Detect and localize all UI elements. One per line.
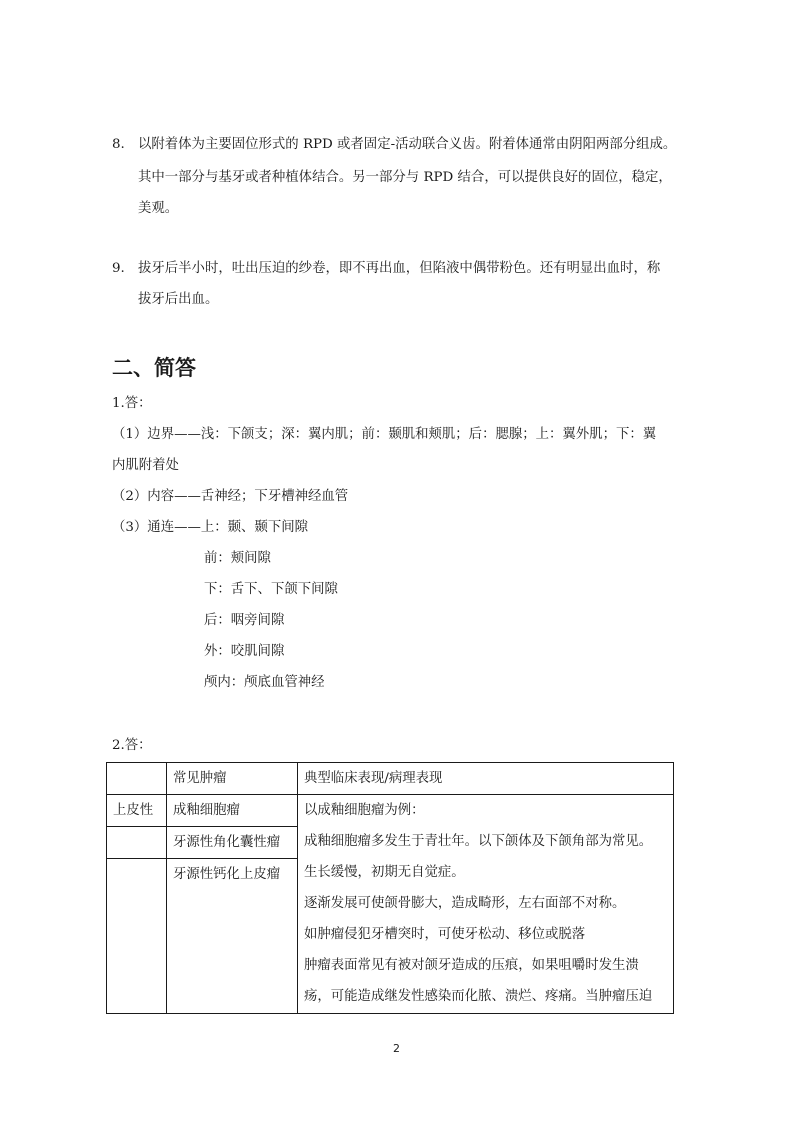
table-header-cell: 常见肿瘤	[167, 763, 298, 795]
page-number: 2	[393, 1042, 400, 1055]
table-header-cell: 典型临床表现/病理表现	[298, 763, 674, 795]
description-line: 疡，可能造成继发性感染而化脓、溃烂、疼痛。当肿瘤压迫	[304, 989, 653, 1004]
table-cell-tumor: 牙源性角化囊性瘤	[167, 827, 298, 859]
description-line: 成釉细胞瘤多发生于青壮年。以下颌体及下颌角部为常见。	[304, 834, 653, 849]
description-line: 肿瘤表面常见有被对颌牙造成的压痕，如果咀嚼时发生溃	[304, 958, 639, 973]
table-cell-tumor: 成釉细胞瘤	[167, 795, 298, 827]
description-line: 如肿瘤侵犯牙槽突时，可使牙松动、移位或脱落	[304, 927, 586, 942]
answer-1-connection-sub: 外：咬肌间隙	[204, 644, 285, 659]
answer-1-connection-sub: 后：咽旁间隙	[204, 613, 285, 628]
item-number: 8.	[112, 137, 125, 152]
table-cell-category	[107, 859, 167, 1014]
answer-1-connection-sub: 下：舌下、下颌下间隙	[204, 582, 338, 597]
item-text-line: 以附着体为主要固位形式的 RPD 或者固定-活动联合义齿。附着体通常由阴阳两部分组成。	[138, 137, 677, 152]
table-cell-category: 上皮性	[107, 795, 167, 827]
answer-1-contents: （2）内容——舌神经；下牙槽神经血管	[112, 489, 349, 504]
item-text-line: 拔牙后出血。	[138, 292, 219, 307]
table-header-row	[107, 763, 674, 795]
answer-1-connection-sub: 颅内：颅底血管神经	[204, 675, 325, 690]
table-cell-description	[298, 795, 674, 1014]
answer-1-connection-sub: 前：颊间隙	[204, 551, 271, 566]
table-cell-tumor: 牙源性钙化上皮瘤	[167, 859, 298, 1014]
description-line: 生长缓慢，初期无自觉症。	[304, 865, 465, 880]
table-header-cell	[107, 763, 167, 795]
answer-1-connections: （3）通连——上：颞、颞下间隙	[112, 520, 308, 535]
item-text-line: 其中一部分与基牙或者种植体结合。另一部分与 RPD 结合，可以提供良好的固位，稳定，	[138, 170, 672, 185]
section-heading: 二、简答	[112, 356, 196, 380]
description-line: 逐渐发展可使颌骨膨大，造成畸形，左右面部不对称。	[304, 896, 626, 911]
item-number: 9.	[112, 261, 125, 276]
item-text-line: 美观。	[138, 201, 179, 216]
answer-1-label: 1.答：	[112, 396, 152, 411]
answer-1-boundary-line1: （1）边界——浅：下颌支；深：翼内肌；前：颞肌和颊肌；后：腮腺；上：翼外肌；下：翼	[112, 427, 657, 442]
description-line: 以成釉细胞瘤为例：	[304, 803, 425, 818]
table-row	[107, 795, 674, 827]
item-text-line: 拔牙后半小时，吐出压迫的纱卷，即不再出血，但陷液中偶带粉色。还有明显出血时，称	[138, 261, 661, 276]
tumor-table	[106, 762, 674, 1014]
answer-1-boundary-line2: 内肌附着处	[112, 458, 179, 473]
answer-2-label: 2.答：	[112, 738, 152, 753]
table-cell-category	[107, 827, 167, 859]
